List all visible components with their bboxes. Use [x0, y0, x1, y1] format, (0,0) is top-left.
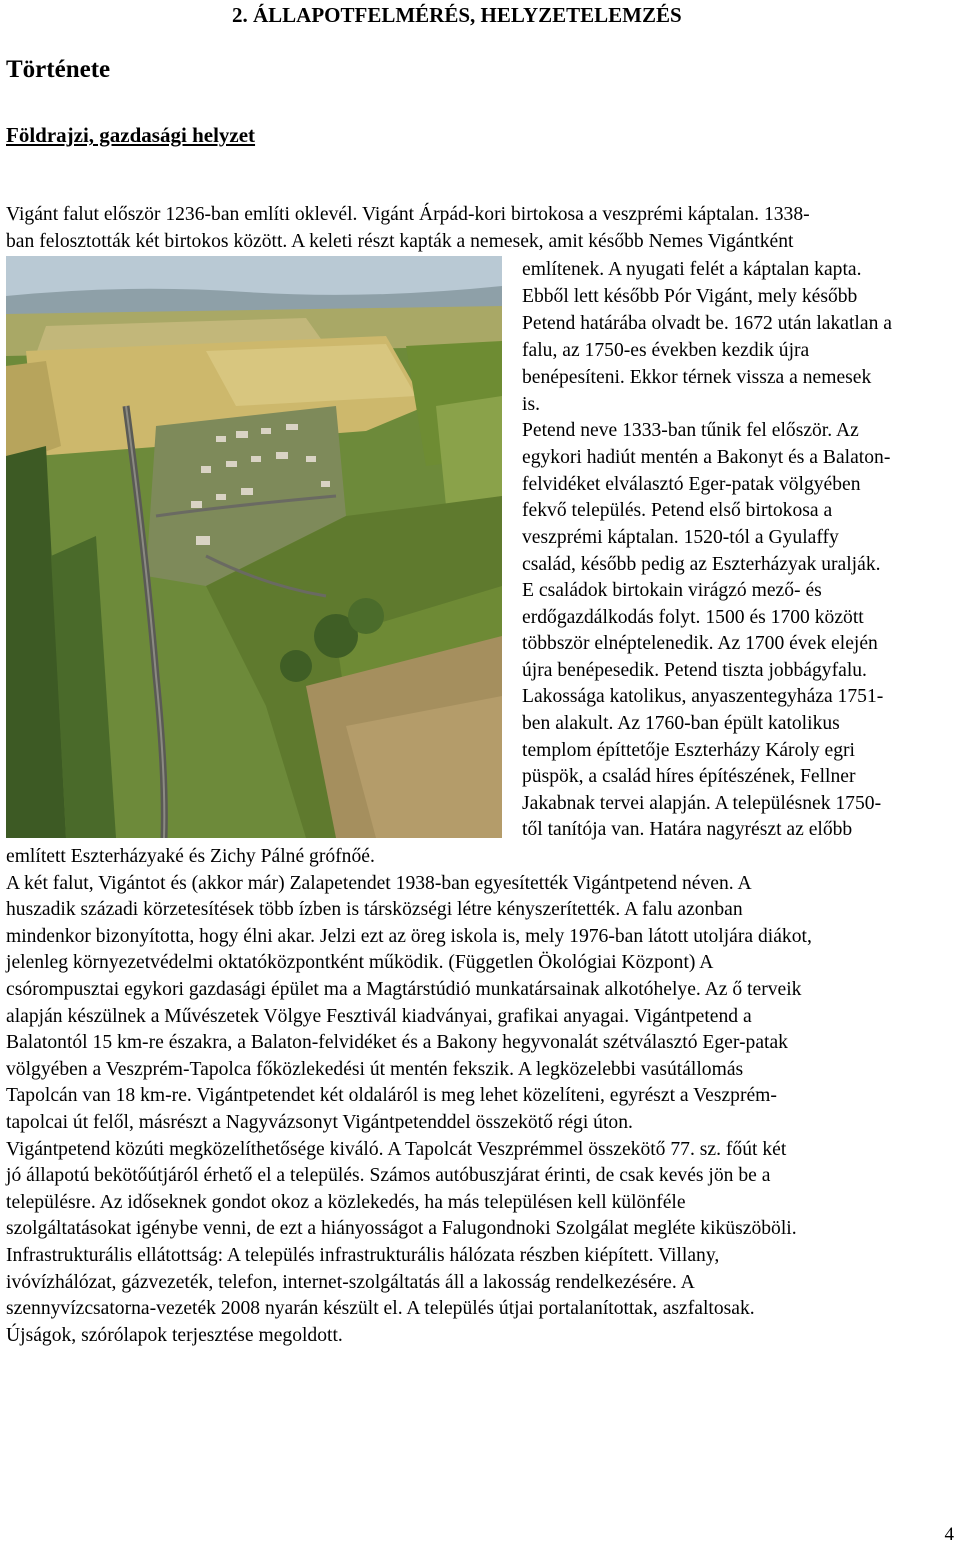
wrapped-line: től tanítója van. Határa nagyrészt az előbb — [522, 819, 853, 840]
wrapped-line: újra benépesedik. Petend tiszta jobbágyfalu. — [522, 660, 867, 681]
wrapped-line: felvidéket elválasztó Eger-patak völgyében — [522, 474, 861, 495]
body-line: szennyvízcsatorna-vezeték 2008 nyarán készült el. A település útjai portalanítottak, aszfaltosak. — [6, 1298, 755, 1319]
wrapped-line: említenek. A nyugati felét a káptalan kapta. — [522, 259, 862, 280]
body-line: csórompusztai egykori gazdasági épület ma a Magtárstúdió munkatársainak alkotóhelye. Az ő terveik — [6, 979, 802, 1000]
wrapped-line: fekvő település. Petend első birtokosa a — [522, 500, 833, 521]
wrapped-line: benépesíteni. Ekkor térnek vissza a nemesek — [522, 367, 872, 388]
wrapped-line: templom építtetője Eszterházy Károly egri — [522, 740, 855, 761]
body-line: tapolcai út felől, másrészt a Nagyvázsonyt Vigántpetenddel összekötő régi úton. — [6, 1112, 633, 1133]
wrapped-line: Ebből lett később Pór Vigánt, mely később — [522, 286, 858, 307]
body-line: Infrastrukturális ellátottság: A település infrastrukturális hálózata részben kiépített. Villany, — [6, 1245, 720, 1266]
body-line: ivóvízhálózat, gázvezeték, telefon, internet-szolgáltatás áll a lakosság rendelkezésére. A — [6, 1272, 695, 1293]
body-line: alapján készülnek a Művészetek Völgye Fesztivál kiadványai, grafikai anyagai. Vigántpetend a — [6, 1006, 752, 1027]
wrapped-line: E családok birtokain virágzó mező- és — [522, 580, 822, 601]
wrapped-line: többször elnéptelenedik. Az 1700 évek elején — [522, 633, 878, 654]
intro-line: Vigánt falut először 1236-ban említi oklevél. Vigánt Árpád-kori birtokosa a veszprémi káptalan. 1338- — [6, 204, 810, 225]
body-line: A két falut, Vigántot és (akkor már) Zalapetendet 1938-ban egyesítették Vigántpetend néven. A — [6, 873, 752, 894]
body-line: szolgáltatásokat igénybe venni, de ezt a hiányosságot a Falugondnoki Szolgálat megléte kiküszöböli. — [6, 1218, 797, 1239]
wrapped-line: veszprémi káptalan. 1520-tól a Gyulaffy — [522, 527, 839, 548]
wrapped-line: család, később pedig az Eszterházyak uralják. — [522, 554, 881, 575]
body-line: Vigántpetend közúti megközelíthetősége kiváló. A Tapolcát Veszprémmel összekötő 77. sz. főút két — [6, 1139, 787, 1160]
page-number: 4 — [944, 1524, 954, 1545]
wrapped-line: püspök, a család híres építészének, Fellner — [522, 766, 856, 787]
wrapped-line: ben alakult. Az 1760-ban épült katolikus — [522, 713, 840, 734]
section-heading: 2. ÁLLAPOTFELMÉRÉS, HELYZETELEMZÉS — [232, 3, 682, 27]
body-line: mindenkor bizonyította, hogy élni akar. Jelzi ezt az öreg iskola is, mely 1976-ban látott utoljára diákot, — [6, 926, 812, 947]
body-line: jelenleg környezetvédelmi oktatóközpontként működik. (Független Ökológiai Központ) A — [6, 952, 714, 973]
body-line: huszadik századi körzetesítések több ízben is társközségi létre kényszerítették. A falu azonban — [6, 899, 743, 920]
wrapped-line: falu, az 1750-es években kezdik újra — [522, 340, 810, 361]
wrapped-line: is. — [522, 394, 540, 415]
body-line: említett Eszterházyaké és Zichy Pálné grófnőé. — [6, 846, 375, 867]
wrapped-line: Petend határába olvadt be. 1672 után lakatlan a — [522, 313, 892, 334]
body-line: Tapolcán van 18 km-re. Vigántpetendet két oldaláról is meg lehet közelíteni, egyrészt a Veszprém- — [6, 1085, 777, 1106]
wrapped-line: erdőgazdálkodás folyt. 1500 és 1700 között — [522, 607, 864, 628]
body-line: Balatontól 15 km-re északra, a Balaton-felvidéket és a Bakony hegyvonalát szétválasztó Eger-patak — [6, 1032, 788, 1053]
intro-line: ban felosztották két birtokos között. A keleti részt kapták a nemesek, amit később Nemes Vigántként — [6, 231, 794, 252]
history-title: Története — [6, 56, 111, 83]
wrapped-line: Petend neve 1333-ban tűnik fel először. Az — [522, 420, 859, 441]
aerial-village-photo — [6, 256, 502, 838]
body-line: jó állapotú bekötőútjáról érhető el a település. Számos autóbuszjárat érinti, de csak kevés jön be a — [6, 1165, 771, 1186]
body-line: településre. Az időseknek gondot okoz a közlekedés, ha más településen kell különféle — [6, 1192, 686, 1213]
geography-subtitle: Földrajzi, gazdasági helyzet — [6, 123, 256, 147]
body-line: völgyében a Veszprém-Tapolca főközlekedési út mentén fekszik. A legközelebbi vasútállomás — [6, 1059, 744, 1080]
wrapped-line: Jakabnak tervei alapján. A településnek 1750- — [522, 793, 882, 814]
body-line: Újságok, szórólapok terjesztése megoldott. — [6, 1325, 343, 1346]
wrapped-line: Lakossága katolikus, anyaszentegyháza 1751- — [522, 686, 884, 707]
wrapped-line: egykori hadiút mentén a Bakonyt és a Balaton- — [522, 447, 891, 468]
